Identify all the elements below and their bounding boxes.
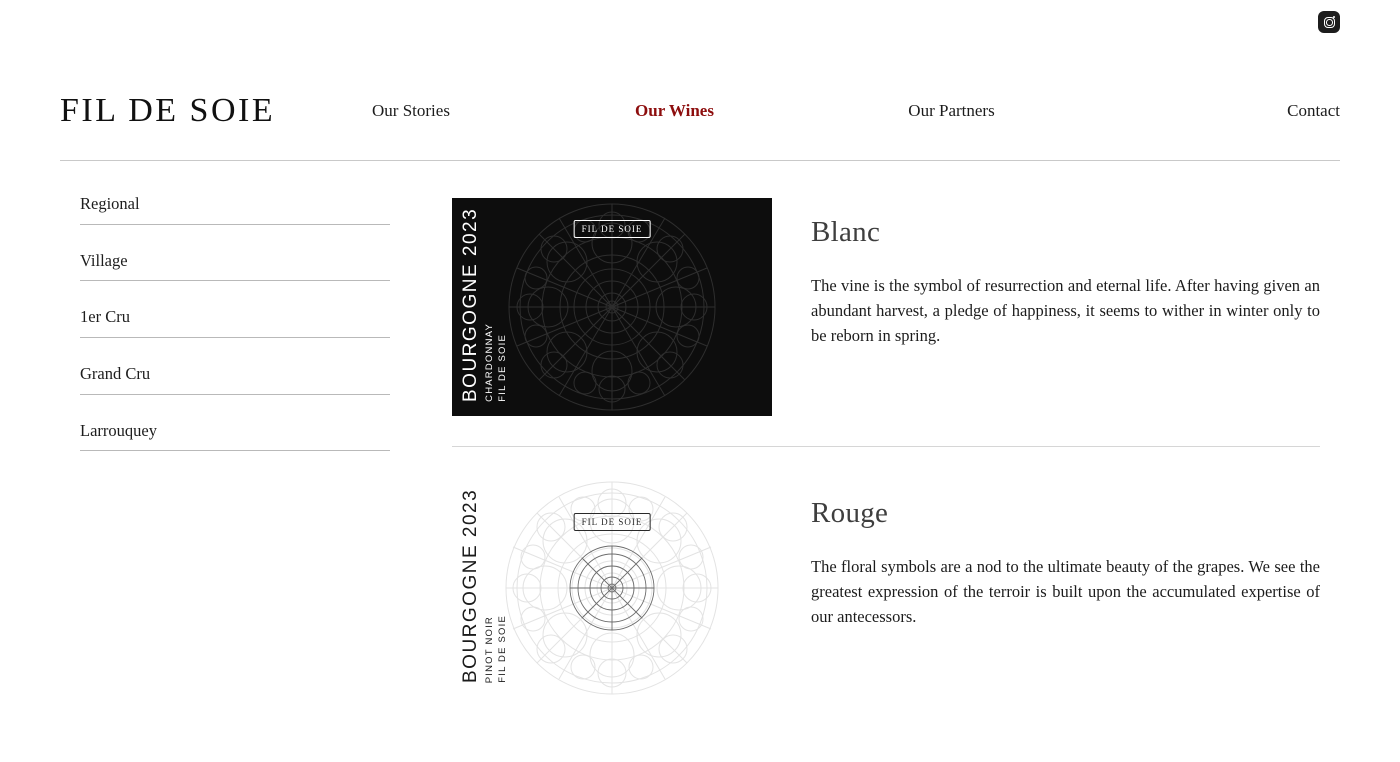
instagram-icon[interactable]	[1318, 11, 1340, 33]
wine-description-rouge: The floral symbols are a nod to the ultimate beauty of the grapes. We see the greatest expression of the terroir is built upon the accumulated expertise of our antecessors.	[811, 557, 1320, 627]
wine-item-rouge	[452, 447, 1320, 697]
brand-logo[interactable]: FIL DE SOIE	[60, 92, 276, 129]
label-appellation-rouge: BOURGOGNE 2023	[460, 488, 481, 683]
nav-item-our-wines[interactable]: Our Wines	[635, 101, 714, 120]
label-crest-rouge: FIL DE SOIE	[574, 513, 651, 531]
wine-text-rouge	[811, 479, 1320, 629]
label-grape-rouge: PINOT NOIR	[484, 615, 495, 683]
nav-item-our-stories[interactable]: Our Stories	[372, 101, 450, 120]
label-grape-blanc: CHARDONNAY	[484, 323, 495, 402]
nav-item-our-partners-wrap	[813, 101, 1090, 121]
nav-item-our-partners[interactable]: Our Partners	[908, 101, 995, 120]
filter-item-grand-cru[interactable]: Grand Cru	[80, 360, 390, 395]
label-crest-blanc: FIL DE SOIE	[574, 220, 651, 238]
nav-item-our-wines-wrap	[536, 101, 813, 121]
wine-title-rouge: Rouge	[811, 497, 889, 529]
nav-item-contact[interactable]: Contact	[1287, 101, 1340, 120]
filter-item-1er-cru[interactable]: 1er Cru	[80, 303, 390, 338]
label-producer-blanc: FIL DE SOIE	[497, 334, 508, 402]
label-vertical-text-rouge	[460, 479, 508, 697]
rosette-ornament-light	[477, 479, 747, 697]
wine-text-blanc	[811, 198, 1320, 348]
wine-label-image-blanc[interactable]	[452, 198, 772, 416]
label-vertical-text-blanc	[460, 198, 508, 416]
wine-description-blanc: The vine is the symbol of resurrection and eternal life. After having given an abundant harvest, a pledge of happiness, it seems to wither in winter only to be reborn in spring.	[811, 276, 1320, 346]
site-header	[60, 62, 1340, 161]
label-appellation-blanc: BOURGOGNE 2023	[460, 207, 481, 402]
wine-list	[452, 198, 1320, 697]
wine-title-blanc: Blanc	[811, 216, 881, 248]
filter-item-village[interactable]: Village	[80, 247, 390, 282]
filter-item-regional[interactable]: Regional	[80, 190, 390, 225]
wine-item-blanc	[452, 198, 1320, 447]
top-bar	[0, 0, 1400, 56]
wine-filter-sidebar	[80, 190, 390, 451]
nav-item-our-stories-wrap	[286, 101, 536, 121]
wine-label-image-rouge[interactable]	[452, 479, 772, 697]
nav-item-contact-wrap	[1090, 101, 1340, 121]
label-producer-rouge: FIL DE SOIE	[497, 615, 508, 683]
main-navigation	[286, 101, 1340, 121]
filter-item-larrouquey[interactable]: Larrouquey	[80, 417, 390, 452]
